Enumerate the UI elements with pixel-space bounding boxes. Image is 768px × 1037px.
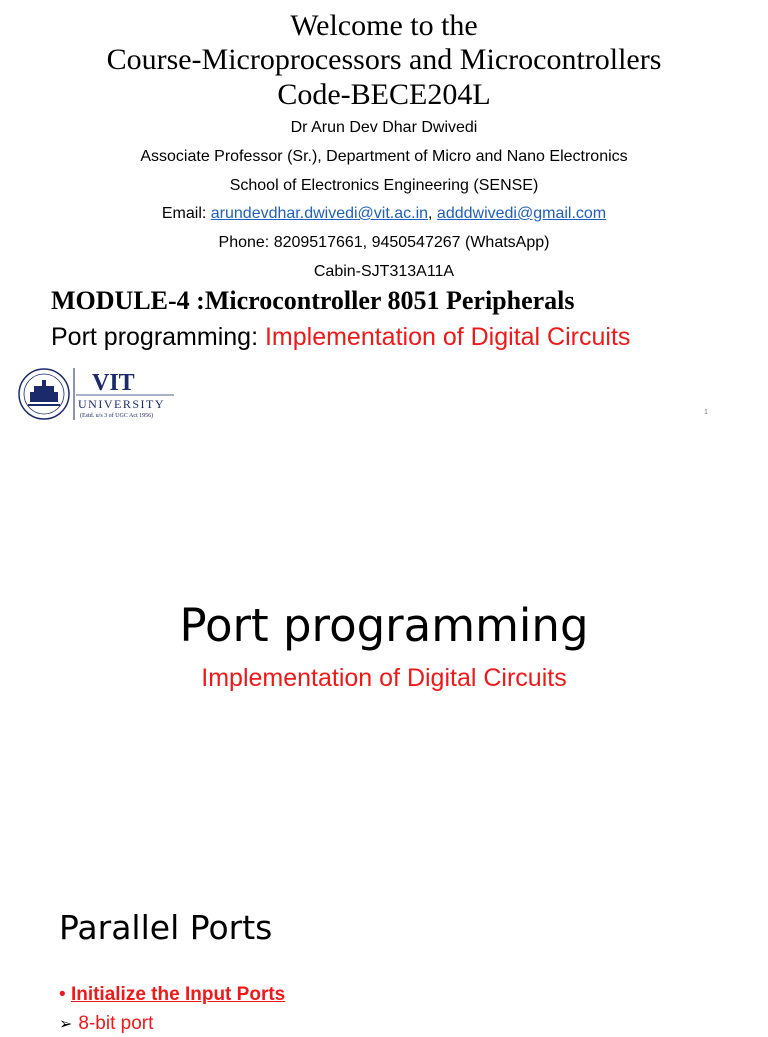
topic-line [51, 321, 630, 353]
topic-title: Implementation of Digital Circuits [264, 323, 631, 351]
bullet-text: Initialize the Input Ports [70, 984, 286, 1005]
email-link-gmail[interactable]: adddwivedi@gmail.com [436, 205, 607, 222]
content-title: Parallel Ports [59, 908, 273, 947]
content-slide [0, 850, 768, 1034]
cabin-line: Cabin-SJT313A11A [313, 263, 455, 280]
title-slide [0, 0, 768, 430]
section-subtitle: Implementation of Digital Circuits [201, 664, 567, 692]
author-school: School of Electronics Engineering (SENSE) [229, 177, 539, 194]
bullet-marker: • [59, 984, 66, 1005]
course-code-heading: Code-BECE204L [277, 78, 491, 111]
section-title: Port programming [179, 599, 589, 652]
module-heading: MODULE-4 :Microcontroller 8051 Peripherals [51, 286, 575, 315]
topic-prefix: Port programming: [51, 323, 265, 351]
author-name: Dr Arun Dev Dhar Dwivedi [290, 119, 478, 136]
seal-icon [19, 369, 69, 419]
logo-name: VIT [92, 370, 135, 396]
email-line [0, 204, 768, 224]
email-link-vit[interactable]: arundevdhar.dwivedi@vit.ac.in [210, 205, 429, 222]
email-separator: , [428, 205, 437, 222]
welcome-heading: Welcome to the [290, 9, 478, 42]
vit-university-logo [16, 366, 178, 422]
arrow-bullet-icon: ➢ [59, 1016, 73, 1033]
bullet-item [59, 983, 285, 1007]
author-position: Associate Professor (Sr.), Department of Micro and Nano Electronics [140, 148, 628, 165]
email-label: Email: [161, 205, 211, 222]
logo-subtitle: UNIVERSITY [78, 397, 165, 411]
logo-note: (Estd. u/s 3 of UGC Act 1956) [80, 413, 154, 419]
section-slide [0, 430, 768, 850]
sub-bullet-item [59, 1012, 153, 1037]
sub-bullet-text: 8-bit port [78, 1013, 154, 1034]
phone-line: Phone: 8209517661, 9450547267 (WhatsApp) [218, 234, 550, 251]
course-heading: Course-Microprocessors and Microcontrollers [106, 43, 662, 76]
page-number: 1 [704, 409, 708, 416]
